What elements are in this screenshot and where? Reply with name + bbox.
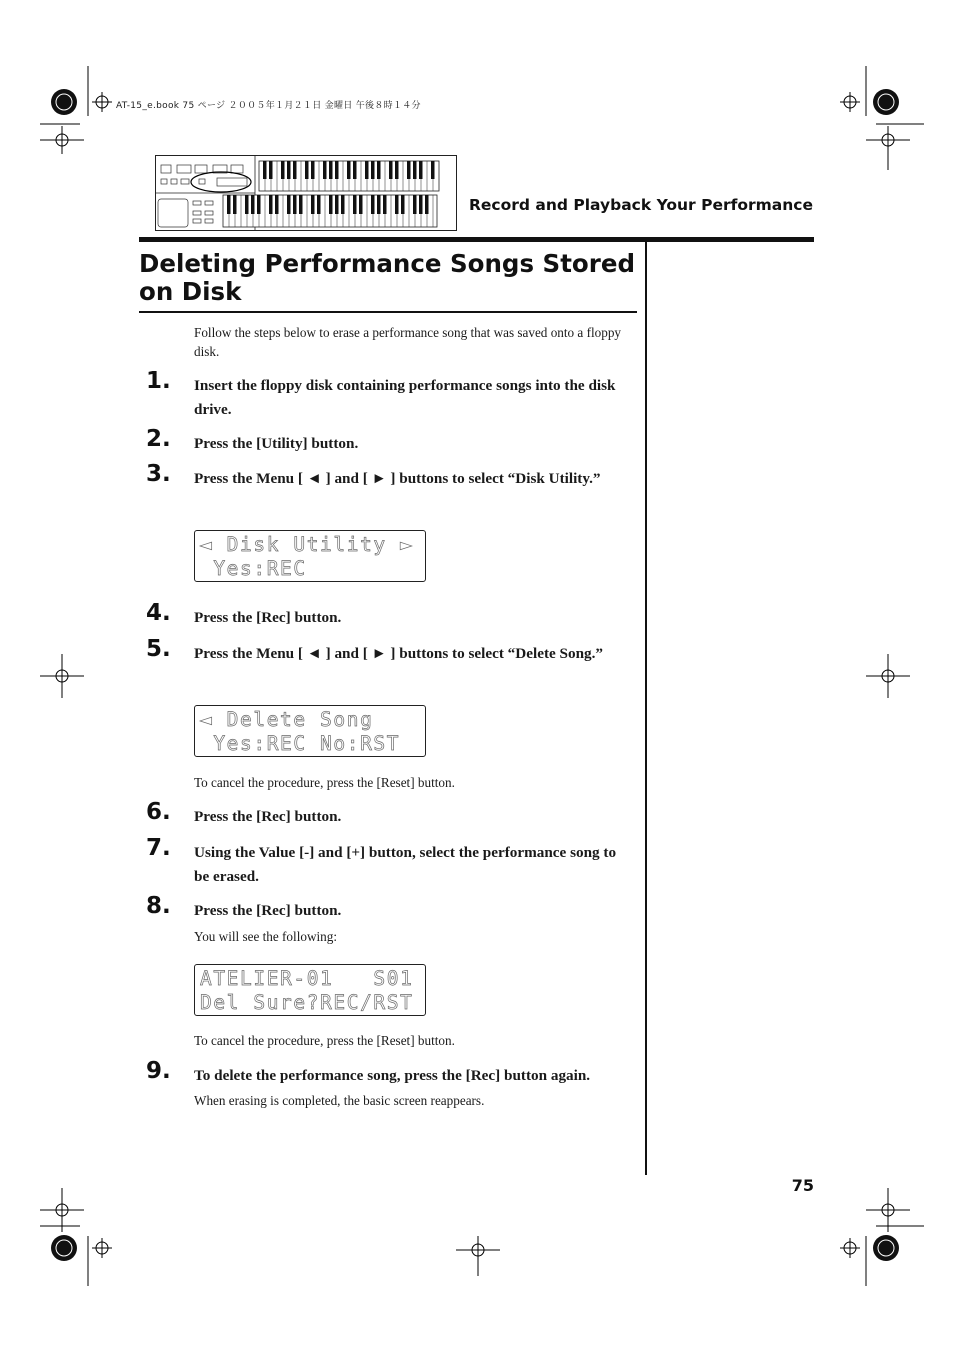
registration-mark-top-right bbox=[816, 66, 926, 176]
lcd-line-2: Yes:REC bbox=[200, 557, 307, 580]
registration-mark-bottom-right bbox=[816, 1188, 926, 1288]
lcd-display-delete-song bbox=[194, 705, 426, 757]
cancel-note: To cancel the procedure, press the [Reset] button. bbox=[194, 1033, 455, 1048]
step-text: To delete the performance song, press the [Rec] button again. bbox=[194, 1067, 591, 1084]
registration-mark-mid-left bbox=[40, 654, 84, 698]
registration-mark-bottom-center bbox=[456, 1236, 500, 1280]
section-title: Deleting Performance Songs Stored on Disk bbox=[139, 249, 635, 306]
lcd-display-disk-utility bbox=[194, 530, 426, 582]
print-metadata: AT-15_e.book 75 ページ ２００５年１月２１日 金曜日 午後８時１４分 bbox=[116, 101, 421, 111]
step-number: 6. bbox=[146, 799, 171, 825]
step-number: 1. bbox=[146, 368, 171, 394]
step-number: 5. bbox=[146, 636, 171, 662]
step-text: Insert the floppy disk containing performance songs into the disk drive. bbox=[194, 377, 616, 418]
lcd-display-confirm-delete bbox=[194, 964, 426, 1016]
header-rule bbox=[139, 237, 814, 242]
organ-panel-illustration bbox=[155, 155, 457, 231]
step-text: Press the Menu [ ◄ ] and [ ► ] buttons to select “Disk Utility.” bbox=[194, 470, 601, 487]
step-text: Using the Value [-] and [+] button, select the performance song to be erased. bbox=[194, 844, 617, 885]
step-text: Press the Menu [ ◄ ] and [ ► ] buttons to select “Delete Song.” bbox=[194, 645, 604, 662]
step-text: Press the [Rec] button. bbox=[194, 808, 342, 825]
cancel-note: To cancel the procedure, press the [Reset] button. bbox=[194, 775, 455, 790]
lcd-line-1: ◄ Disk Utility ► bbox=[200, 533, 414, 556]
lcd-line-2: Yes:REC No:RST bbox=[200, 732, 401, 755]
step-number: 2. bbox=[146, 426, 171, 452]
step-text: Press the [Rec] button. bbox=[194, 902, 342, 919]
see-following-note: You will see the following: bbox=[194, 929, 337, 944]
registration-mark-bottom-left bbox=[40, 1188, 140, 1288]
registration-mark-top-left bbox=[40, 66, 140, 166]
lcd-line-1: ◄ Delete Song bbox=[200, 708, 374, 731]
registration-mark-mid-right bbox=[866, 654, 910, 698]
page-number: 75 bbox=[791, 1176, 814, 1195]
step-number: 7. bbox=[146, 835, 171, 861]
column-divider bbox=[645, 240, 647, 1175]
step-text: Press the [Rec] button. bbox=[194, 609, 342, 626]
step-text: Press the [Utility] button. bbox=[194, 435, 359, 452]
step-number: 3. bbox=[146, 461, 171, 487]
step-number: 4. bbox=[146, 600, 171, 626]
completion-note: When erasing is completed, the basic screen reappears. bbox=[194, 1093, 485, 1108]
lcd-line-2: Del Sure?REC/RST bbox=[200, 991, 414, 1014]
running-header: Record and Playback Your Performance bbox=[468, 196, 813, 214]
intro-paragraph: Follow the steps below to erase a performance song that was saved onto a floppy disk. bbox=[194, 325, 622, 359]
lcd-line-1: ATELIER-01 S01 bbox=[200, 967, 414, 990]
step-number: 9. bbox=[146, 1058, 171, 1084]
step-number: 8. bbox=[146, 893, 171, 919]
title-rule bbox=[139, 311, 637, 313]
